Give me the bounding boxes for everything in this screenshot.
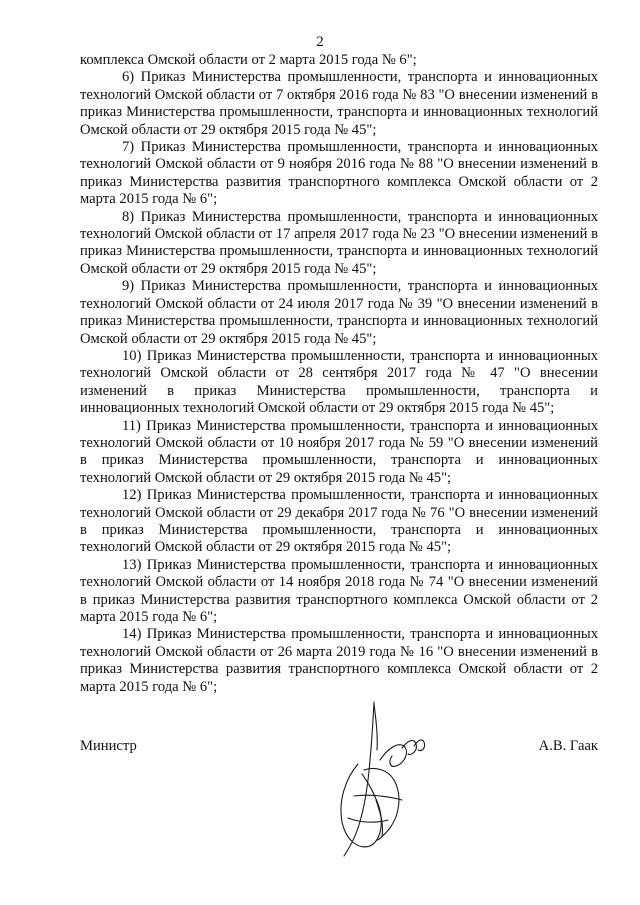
signer-position: Министр xyxy=(80,738,137,754)
list-item: 9) Приказ Министерства промышленности, транспорта и инновационных технологий Омской области от 24 июля 2017 года № 39 "О внесении изменений в приказ Министерства промышленности, транспорта и инновационных технологий Омской области от 29 октября 2015 года № 45"; xyxy=(80,278,598,347)
list-item: 12) Приказ Министерства промышленности, транспорта и инновационных технологий Омской области от 29 декабря 2017 года № 76 "О внесении изменений в приказ Министерства промышленности, транспорта и инновационных технологий Омской области от 29 октября 2015 года № 45"; xyxy=(80,487,598,556)
continued-line: комплекса Омской области от 2 марта 2015 года № 6"; xyxy=(80,52,417,68)
list-item: 8) Приказ Министерства промышленности, транспорта и инновационных технологий Омской области от 17 апреля 2017 года № 23 "О внесении изменений в приказ Министерства промышленности, транспорта и инновационных технологий Омской области от 29 октября 2015 года № 45"; xyxy=(80,208,598,277)
list-item: 10) Приказ Министерства промышленности, транспорта и инновационных технологий Омской области от 28 сентября 2017 года № 47 "О внесении изменений в приказ Министерства промышленности, транспорта и инновационных технологий Омской области от 29 октября 2015 года № 45"; xyxy=(80,347,598,417)
list-item: 7) Приказ Министерства промышленности, транспорта и инновационных технологий Омской области от 9 ноября 2016 года № 88 "О внесении изменений в приказ Министерства развития транспортного комплекса Омской области от 2 марта 2015 года № 6"; xyxy=(80,139,598,208)
document-body xyxy=(80,52,598,696)
list-item: 13) Приказ Министерства промышленности, транспорта и инновационных технологий Омской области от 14 ноября 2018 года № 74 "О внесении изменений в приказ Министерства развития транспортного комплекса Омской области от 2 марта 2015 года № 6"; xyxy=(80,556,598,625)
list-item: 14) Приказ Министерства промышленности, транспорта и инновационных технологий Омской области от 26 марта 2019 года № 16 "О внесении изменений в приказ Министерства развития транспортного комплекса Омской области от 2 марта 2015 года № 6"; xyxy=(80,626,598,695)
handwritten-signature-icon xyxy=(318,700,438,860)
list-item: 6) Приказ Министерства промышленности, транспорта и инновационных технологий Омской области от 7 октября 2016 года № 83 "О внесении изменений в приказ Министерства промышленности, транспорта и инновационных технологий Омской области от 29 октября 2015 года № 45"; xyxy=(80,69,598,138)
list-item: 11) Приказ Министерства промышленности, транспорта и инновационных технологий Омской области от 10 ноября 2017 года № 59 "О внесении изменений в приказ Министерства промышленности, транспорта и инновационных технологий Омской области от 29 октября 2015 года № 45"; xyxy=(80,417,598,486)
page-number: 2 xyxy=(316,34,324,50)
signer-name: А.В. Гаак xyxy=(538,738,598,754)
